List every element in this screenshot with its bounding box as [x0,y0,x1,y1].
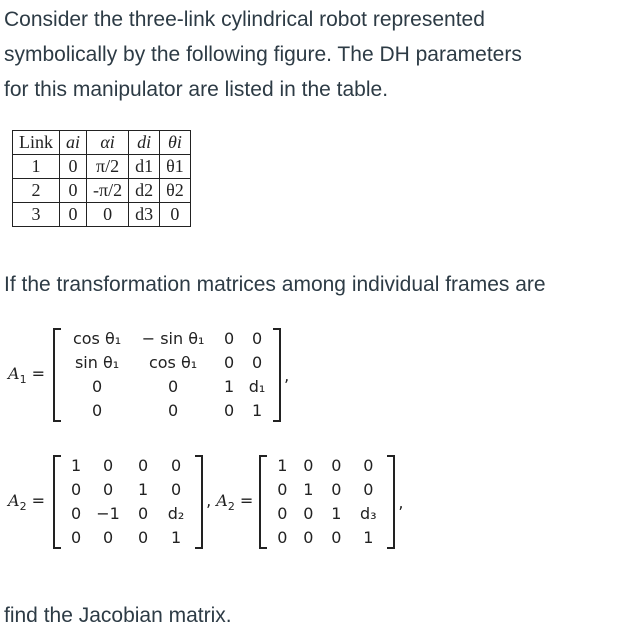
matrix-a3-grid [259,455,395,549]
matrix-cell: 1 [277,456,288,475]
matrix-cell: d₃ [360,504,377,523]
table-row [13,155,191,179]
matrix-cell: 0 [70,504,82,523]
intro-line-1: Consider the three-link cylindrical robot represented [4,8,485,31]
intro-line-2: symbolically by the following figure. The DH parameters [4,43,522,66]
matrix-cell: sin θ₁ [74,353,120,372]
matrix-cell: 1 [363,528,374,547]
matrix-cell: 0 [91,401,103,420]
matrix-cell: 0 [167,377,179,396]
table-cell: θ1 [160,155,191,179]
dh-parameter-table [12,130,191,227]
matrix-cell: 1 [70,456,82,475]
table-row [13,203,191,227]
matrix-a2-grid [53,455,203,549]
matrix-cell: 0 [277,504,288,523]
matrix-row-2 [8,455,403,549]
final-instruction: find the Jacobian matrix. [4,604,232,627]
table-cell: 0 [60,203,87,227]
table-cell: 0 [60,179,87,203]
matrix-cell: 0 [102,480,114,499]
matrix-cell: 1 [303,480,314,499]
matrix-cell: 0 [223,401,235,420]
table-cell: θ2 [160,179,191,203]
matrix-cell: 0 [137,528,149,547]
table-cell: 0 [87,203,129,227]
matrix-cell: 0 [251,329,263,348]
matrix-a3-comma: , [398,492,404,512]
matrix-cell: cos θ₁ [72,329,122,348]
matrix-cell: 0 [331,528,342,547]
matrix-cell: 0 [277,480,288,499]
table-cell: π/2 [87,155,129,179]
dh-header-alpha: αi [87,131,129,155]
matrix-cell: 0 [277,528,288,547]
matrix-cell: 0 [223,329,235,348]
matrix-cell: 0 [223,353,235,372]
matrix-cell: 0 [70,480,82,499]
table-cell: 3 [13,203,60,227]
matrix-cell: 1 [251,401,263,420]
matrix-cell: 1 [137,480,149,499]
table-cell: d2 [129,179,160,203]
matrix-a1-grid [53,328,281,422]
matrix-cell: 0 [167,401,179,420]
dh-header-row [13,131,191,155]
matrix-cell: 1 [331,504,342,523]
matrix-cell: cos θ₁ [148,353,198,372]
dh-header-link: Link [13,131,60,155]
matrix-cell: 0 [91,377,103,396]
matrix-cell: 0 [303,504,314,523]
table-cell: 0 [60,155,87,179]
matrix-a1-brackets [53,328,281,422]
matrix-a1-label: $A_1$ = [8,363,46,387]
matrix-a2-label: $A_2$ = [8,490,46,514]
matrix-cell: 0 [102,528,114,547]
table-cell: 0 [160,203,191,227]
matrix-a3-brackets [259,455,395,549]
matrix-cell: 0 [251,353,263,372]
dh-header-a: ai [60,131,87,155]
matrix-cell: 0 [331,456,342,475]
matrix-a2-brackets [53,455,203,549]
matrix-a3-label: , $A_2$ = [206,490,254,514]
matrix-cell: 0 [170,456,182,475]
matrix-cell: 0 [303,456,314,475]
matrix-cell: 1 [170,528,182,547]
table-row [13,179,191,203]
matrix-cell: 1 [223,377,235,396]
matrix-cell: − sin θ₁ [141,329,205,348]
matrix-cell: 0 [137,456,149,475]
matrix-a1 [8,328,289,422]
matrix-cell: 0 [102,456,114,475]
matrix-cell: 0 [137,504,149,523]
matrix-cell: 0 [363,480,374,499]
matrix-cell: 0 [70,528,82,547]
matrix-cell: d₂ [167,504,185,523]
matrix-a1-comma: , [284,365,290,385]
matrix-cell: 0 [303,528,314,547]
table-cell: 2 [13,179,60,203]
matrix-cell: d₁ [248,377,266,396]
matrix-cell: 0 [170,480,182,499]
intro-line-3: for this manipulator are listed in the table. [4,78,389,101]
intro-paragraph [4,2,616,107]
table-cell: d1 [129,155,160,179]
table-cell: 1 [13,155,60,179]
table-cell: d3 [129,203,160,227]
matrix-cell: −1 [96,504,120,523]
dh-header-d: di [129,131,160,155]
table-cell: -π/2 [87,179,129,203]
dh-header-theta: θi [160,131,191,155]
matrices-intro-text: If the transformation matrices among individual frames are [4,273,546,296]
matrix-cell: 0 [331,480,342,499]
matrix-cell: 0 [363,456,374,475]
